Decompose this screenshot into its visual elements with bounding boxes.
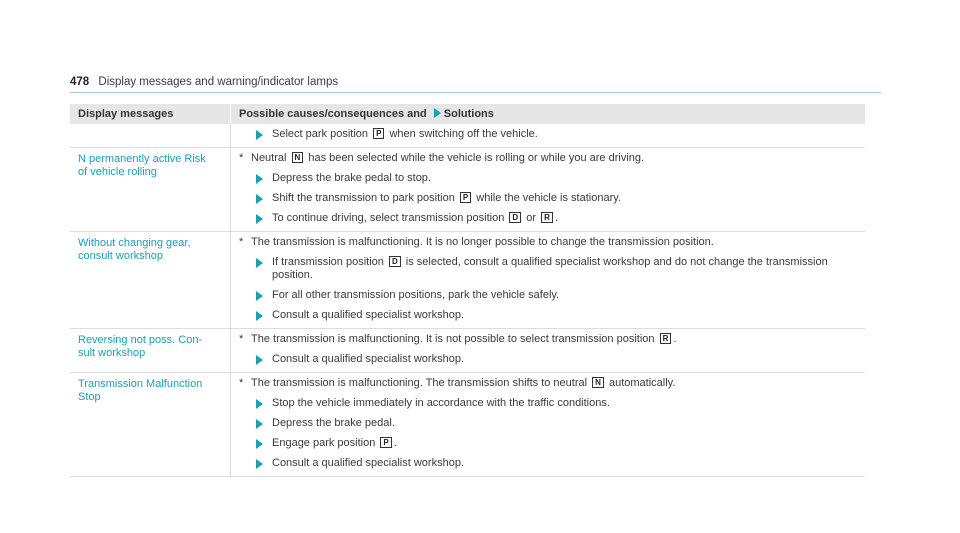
key-symbol-d: D [509,212,521,223]
asterisk-bullet: * [239,377,244,389]
key-symbol-n: N [592,377,604,388]
table-row [70,232,865,329]
solution-text: Consult a qualified specialist workshop. [272,309,464,321]
cause-item [239,377,857,390]
cause-solution-cell [231,232,866,329]
cause-solution-cell [231,329,866,373]
play-arrow-icon [256,355,263,365]
message-title-line2: of vehicle rolling [78,166,157,178]
play-arrow-icon [256,459,263,469]
solution-text: Depress the brake pedal. [272,417,395,429]
solution-item [239,192,857,205]
play-arrow-icon [256,214,263,224]
solution-text: Depress the brake pedal to stop. [272,172,431,184]
solution-text: . [393,437,397,449]
solution-item [239,309,857,322]
message-cell [70,329,231,373]
solution-text: while the vehicle is stationary. [476,192,621,204]
key-symbol-r: R [541,212,553,223]
asterisk-bullet: * [239,236,244,248]
key-symbol-n: N [292,152,304,163]
table-header-row [70,104,865,124]
table-row [70,329,865,373]
cause-text: The transmission is malfunctioning. It is not possible to select transmission position [251,333,655,345]
solution-text: To continue driving, select transmission position [272,212,505,224]
solution-text: If transmission position [272,256,384,268]
solution-item [239,417,857,430]
solution-item [239,457,857,470]
solution-item [239,172,857,185]
key-symbol-d: D [389,256,401,267]
cause-text: . [673,333,677,345]
solution-item [239,256,857,282]
cause-item [239,333,857,346]
message-title-line1: Transmission Malfunction [78,378,203,390]
cause-text: The transmission is malfunctioning. It is no longer possible to change the transmission position. [251,236,714,248]
cause-text: Neutral [251,152,287,164]
play-arrow-icon [256,130,263,140]
page-title: Display messages and warning/indicator lamps [98,76,339,88]
solution-text: Engage park position [272,437,376,449]
cause-item [239,236,857,249]
display-messages-table [70,104,865,477]
cause-text: automatically. [608,377,676,389]
table-row [70,148,865,232]
message-title-line2: Stop [78,391,101,403]
solution-text: Consult a qualified specialist workshop. [272,353,464,365]
header-divider [70,92,881,93]
solution-item [239,437,857,450]
cause-text: The transmission is malfunctioning. The transmission shifts to neutral [251,377,588,389]
play-arrow-icon [434,108,441,118]
message-title-line2: consult workshop [78,250,163,262]
play-arrow-icon [256,419,263,429]
solution-text: . [554,212,558,224]
page-header [70,76,338,88]
solution-cell [231,124,866,148]
play-arrow-icon [256,291,263,301]
table-row [70,124,865,148]
col-header-causes-label: Possible causes/consequences and [239,107,427,120]
solution-item [239,128,857,141]
col-header-solutions-label: Solutions [443,107,494,120]
col-header-display-messages: Display messages [70,104,231,124]
solution-text: Stop the vehicle immediately in accordance with the traffic conditions. [272,397,610,409]
solution-item [239,212,857,225]
play-arrow-icon [256,174,263,184]
message-title-line2: sult workshop [78,347,146,359]
cause-item [239,152,857,165]
key-symbol-p: P [380,437,391,448]
table-row [70,373,865,477]
solution-text: when switching off the vehicle. [389,128,538,140]
message-cell [70,373,231,477]
cause-solution-cell [231,373,866,477]
col-header-causes-solutions [231,104,866,124]
message-title-line1: N permanently active Risk [78,153,206,165]
asterisk-bullet: * [239,152,244,164]
solution-text: or [526,212,537,224]
message-cell [70,148,231,232]
cause-solution-cell [231,148,866,232]
solution-text: is selected, consult a qualified specialist workshop and do not change the transmission position. [272,256,828,281]
solution-text: For all other transmission positions, park the vehicle safely. [272,289,560,301]
solution-text: Select park position [272,128,368,140]
cause-text: has been selected while the vehicle is rolling or while you are driving. [308,152,645,164]
play-arrow-icon [256,258,263,268]
key-symbol-p: P [460,192,471,203]
solution-item [239,353,857,366]
message-title-line1: Reversing not poss. Con- [78,334,203,346]
play-arrow-icon [256,399,263,409]
asterisk-bullet: * [239,333,244,345]
solution-text: Consult a qualified specialist workshop. [272,457,464,469]
message-cell [70,232,231,329]
play-arrow-icon [256,194,263,204]
play-arrow-icon [256,311,263,321]
key-symbol-r: R [660,333,672,344]
solution-text: Shift the transmission to park position [272,192,455,204]
play-arrow-icon [256,439,263,449]
solution-item [239,289,857,302]
key-symbol-p: P [373,128,384,139]
message-title-line1: Without changing gear, [78,237,191,249]
page-number: 478 [70,76,90,88]
solution-item [239,397,857,410]
message-cell-empty [70,124,231,148]
